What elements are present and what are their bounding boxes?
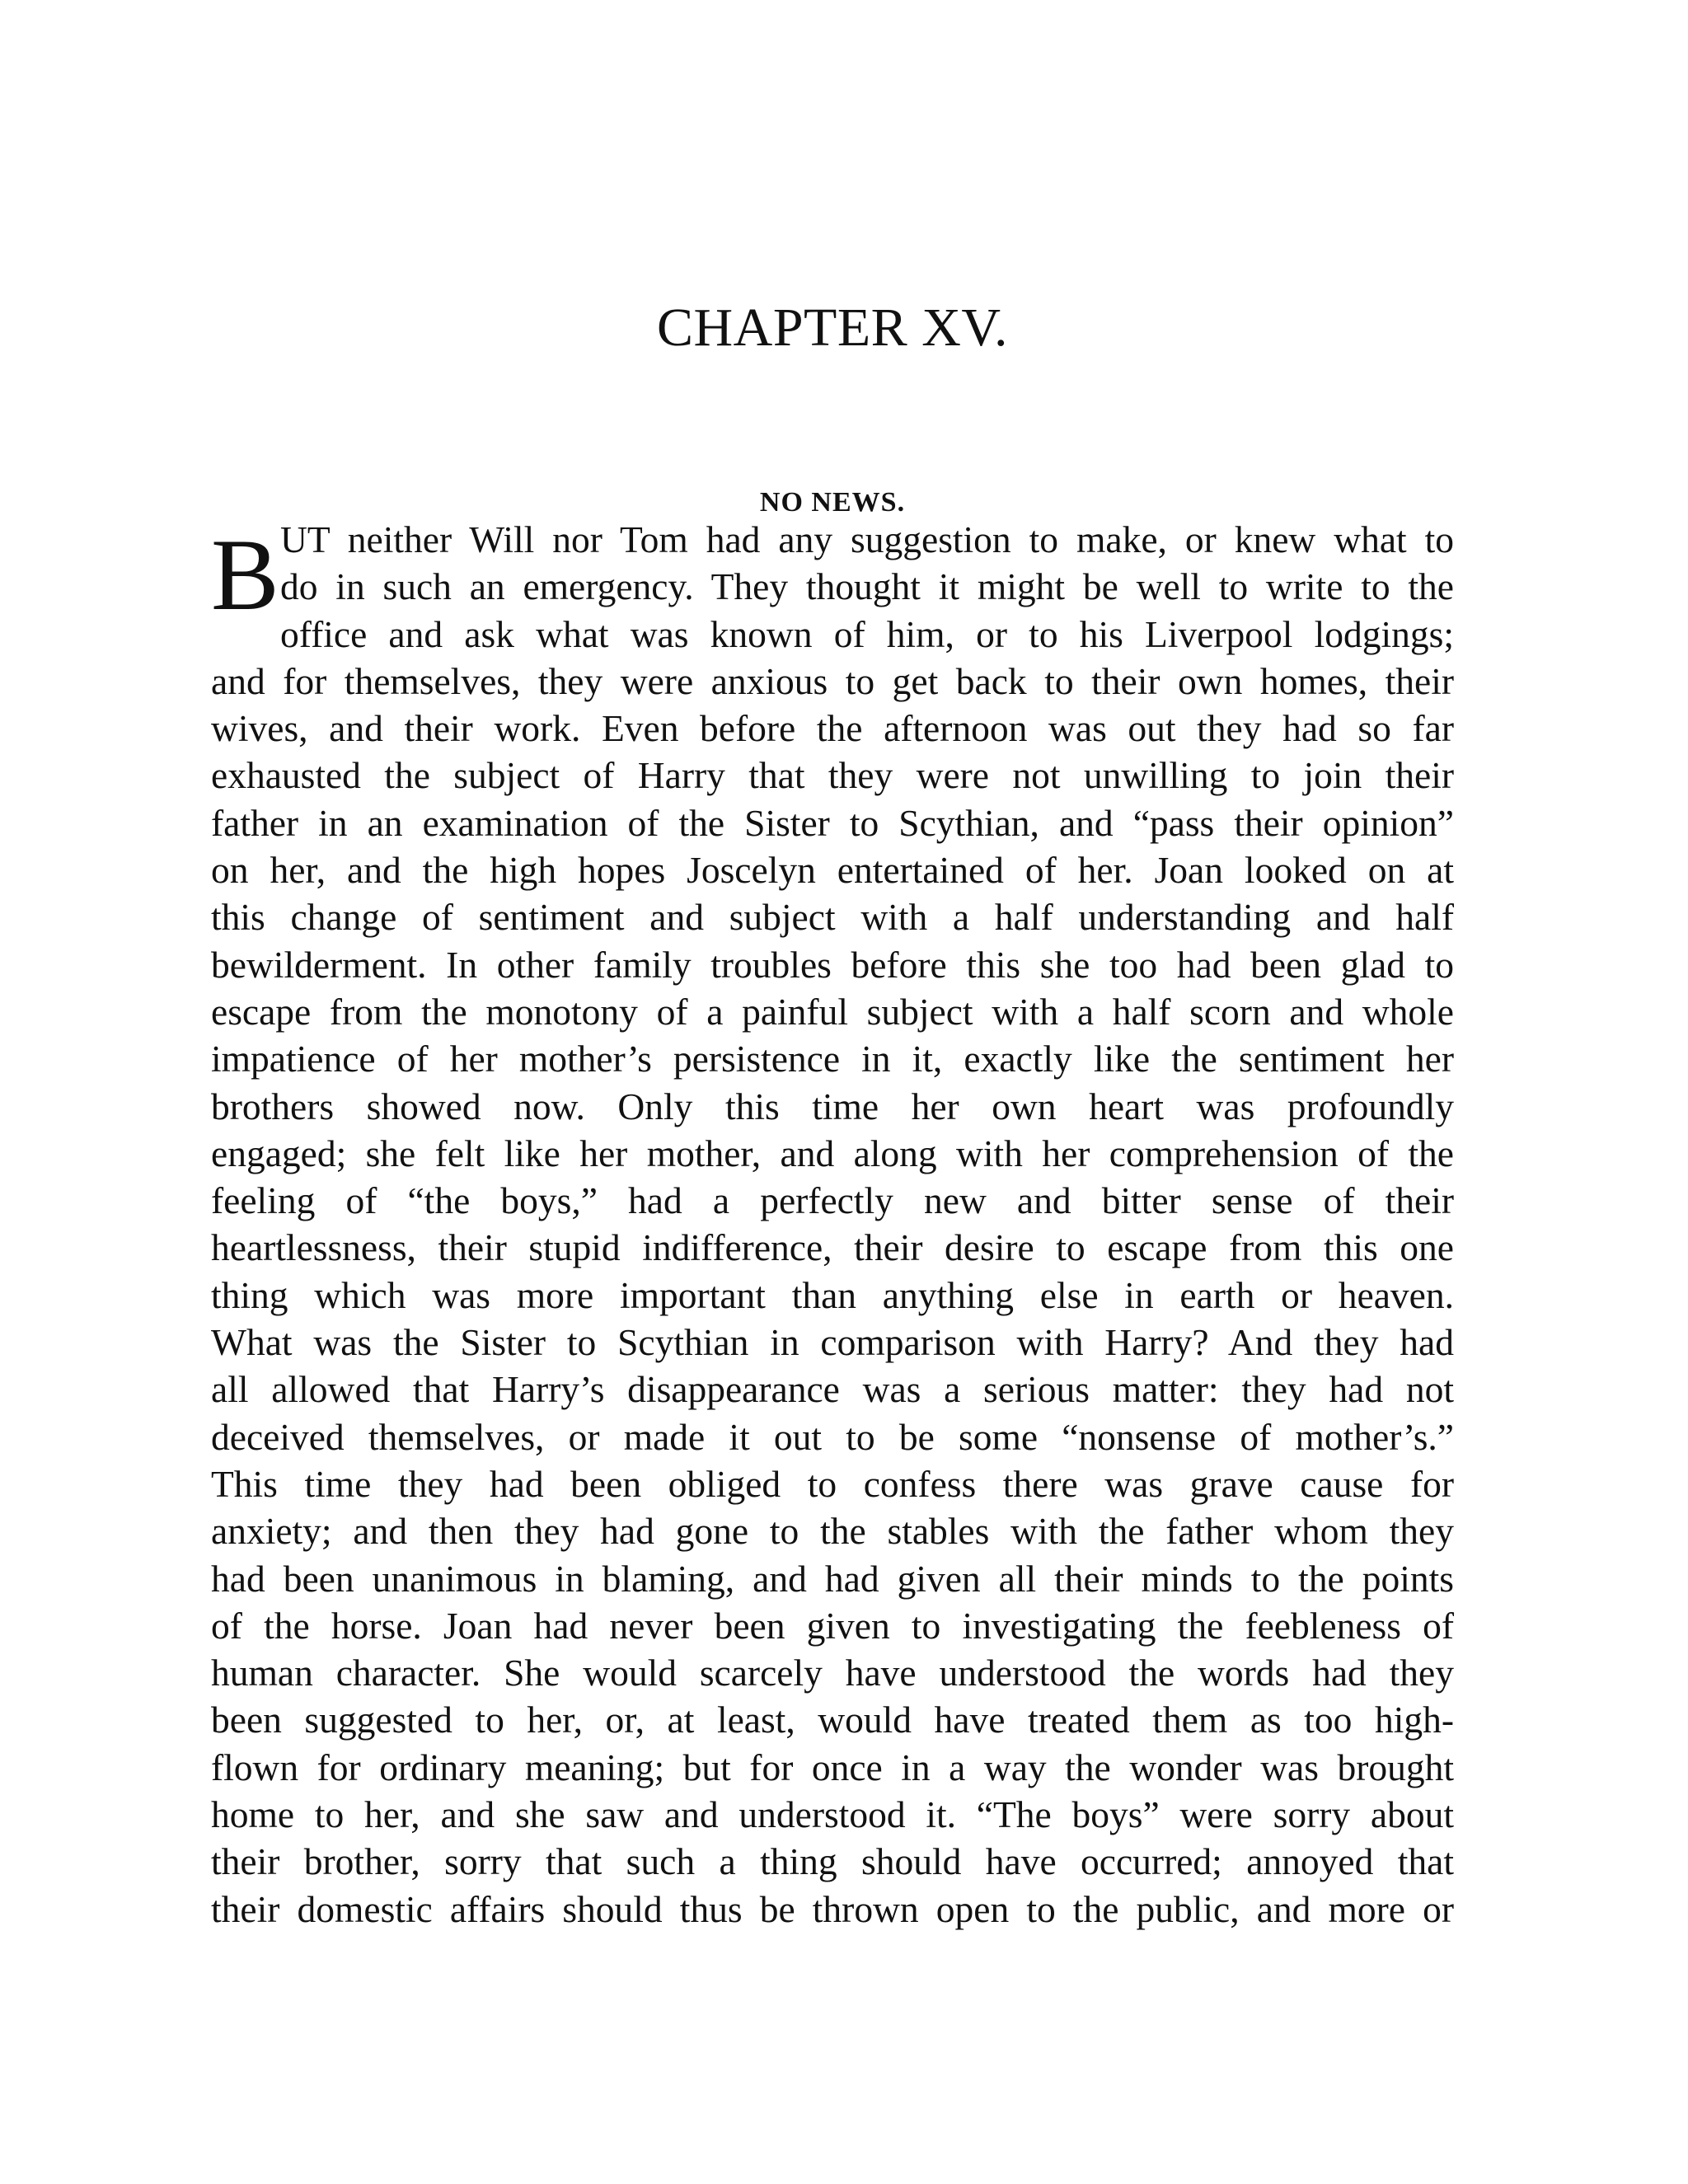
text-line: been suggested to her, or, at least, would have treated them as too high- <box>211 1699 1454 1741</box>
text-line: their brother, sorry that such a thing should have occurred; annoyed that <box>211 1840 1454 1883</box>
text-line: bewilderment. In other family troubles before this she too had been glad to <box>211 943 1454 986</box>
text-line: thing which was more important than anything else in earth or heaven. <box>211 1273 1454 1316</box>
chapter-body <box>211 516 1454 1933</box>
text-line: this change of sentiment and subject with a half understanding and half <box>211 896 1454 939</box>
text-line: father in an examination of the Sister to Scythian, and “pass their opinion” <box>211 801 1454 844</box>
text-line: deceived themselves, or made it out to be some “nonsense of mother’s.” <box>211 1415 1454 1458</box>
text-line: their domestic affairs should thus be thrown open to the public, and more or <box>211 1887 1454 1930</box>
text-line: UT neither Will nor Tom had any suggestion to make, or knew what to <box>280 518 1454 560</box>
text-line: What was the Sister to Scythian in comparison with Harry? And they had <box>211 1321 1454 1364</box>
drop-cap: B <box>211 518 279 631</box>
text-line: all allowed that Harry’s disappearance was a serious matter: they had not <box>211 1368 1454 1411</box>
chapter-title: CHAPTER XV. <box>656 298 1009 358</box>
text-line: wives, and their work. Even before the afternoon was out they had so far <box>211 707 1454 750</box>
text-line: heartlessness, their stupid indifference, their desire to escape from this one <box>211 1226 1454 1269</box>
text-line: anxiety; and then they had gone to the stables with the father whom they <box>211 1510 1454 1553</box>
text-line: office and ask what was known of him, or to his Liverpool lodgings; <box>280 612 1454 655</box>
text-line: exhausted the subject of Harry that they were not unwilling to join their <box>211 754 1454 797</box>
text-line: escape from the monotony of a painful subject with a half scorn and whole <box>211 990 1454 1033</box>
text-line: engaged; she felt like her mother, and along with her comprehension of the <box>211 1132 1454 1174</box>
text-line: do in such an emergency. They thought it might be well to write to the <box>280 565 1454 608</box>
chapter-subtitle: NO NEWS. <box>759 487 906 518</box>
text-line: and for themselves, they were anxious to get back to their own homes, their <box>211 659 1454 702</box>
text-line: of the horse. Joan had never been given to investigating the feebleness of <box>211 1604 1454 1647</box>
text-line: This time they had been obliged to confess there was grave cause for <box>211 1462 1454 1505</box>
text-line: on her, and the high hopes Joscelyn entertained of her. Joan looked on at <box>211 849 1454 892</box>
text-line: human character. She would scarcely have understood the words had they <box>211 1652 1454 1694</box>
text-line: flown for ordinary meaning; but for once in a way the wonder was brought <box>211 1746 1454 1788</box>
text-line: brothers showed now. Only this time her own heart was profoundly <box>211 1085 1454 1127</box>
text-line: home to her, and she saw and understood it. “The boys” were sorry about <box>211 1793 1454 1836</box>
text-line: had been unanimous in blaming, and had given all their minds to the points <box>211 1557 1454 1600</box>
text-line: impatience of her mother’s persistence in it, exactly like the sentiment her <box>211 1038 1454 1080</box>
text-line: feeling of “the boys,” had a perfectly new and bitter sense of their <box>211 1179 1454 1222</box>
